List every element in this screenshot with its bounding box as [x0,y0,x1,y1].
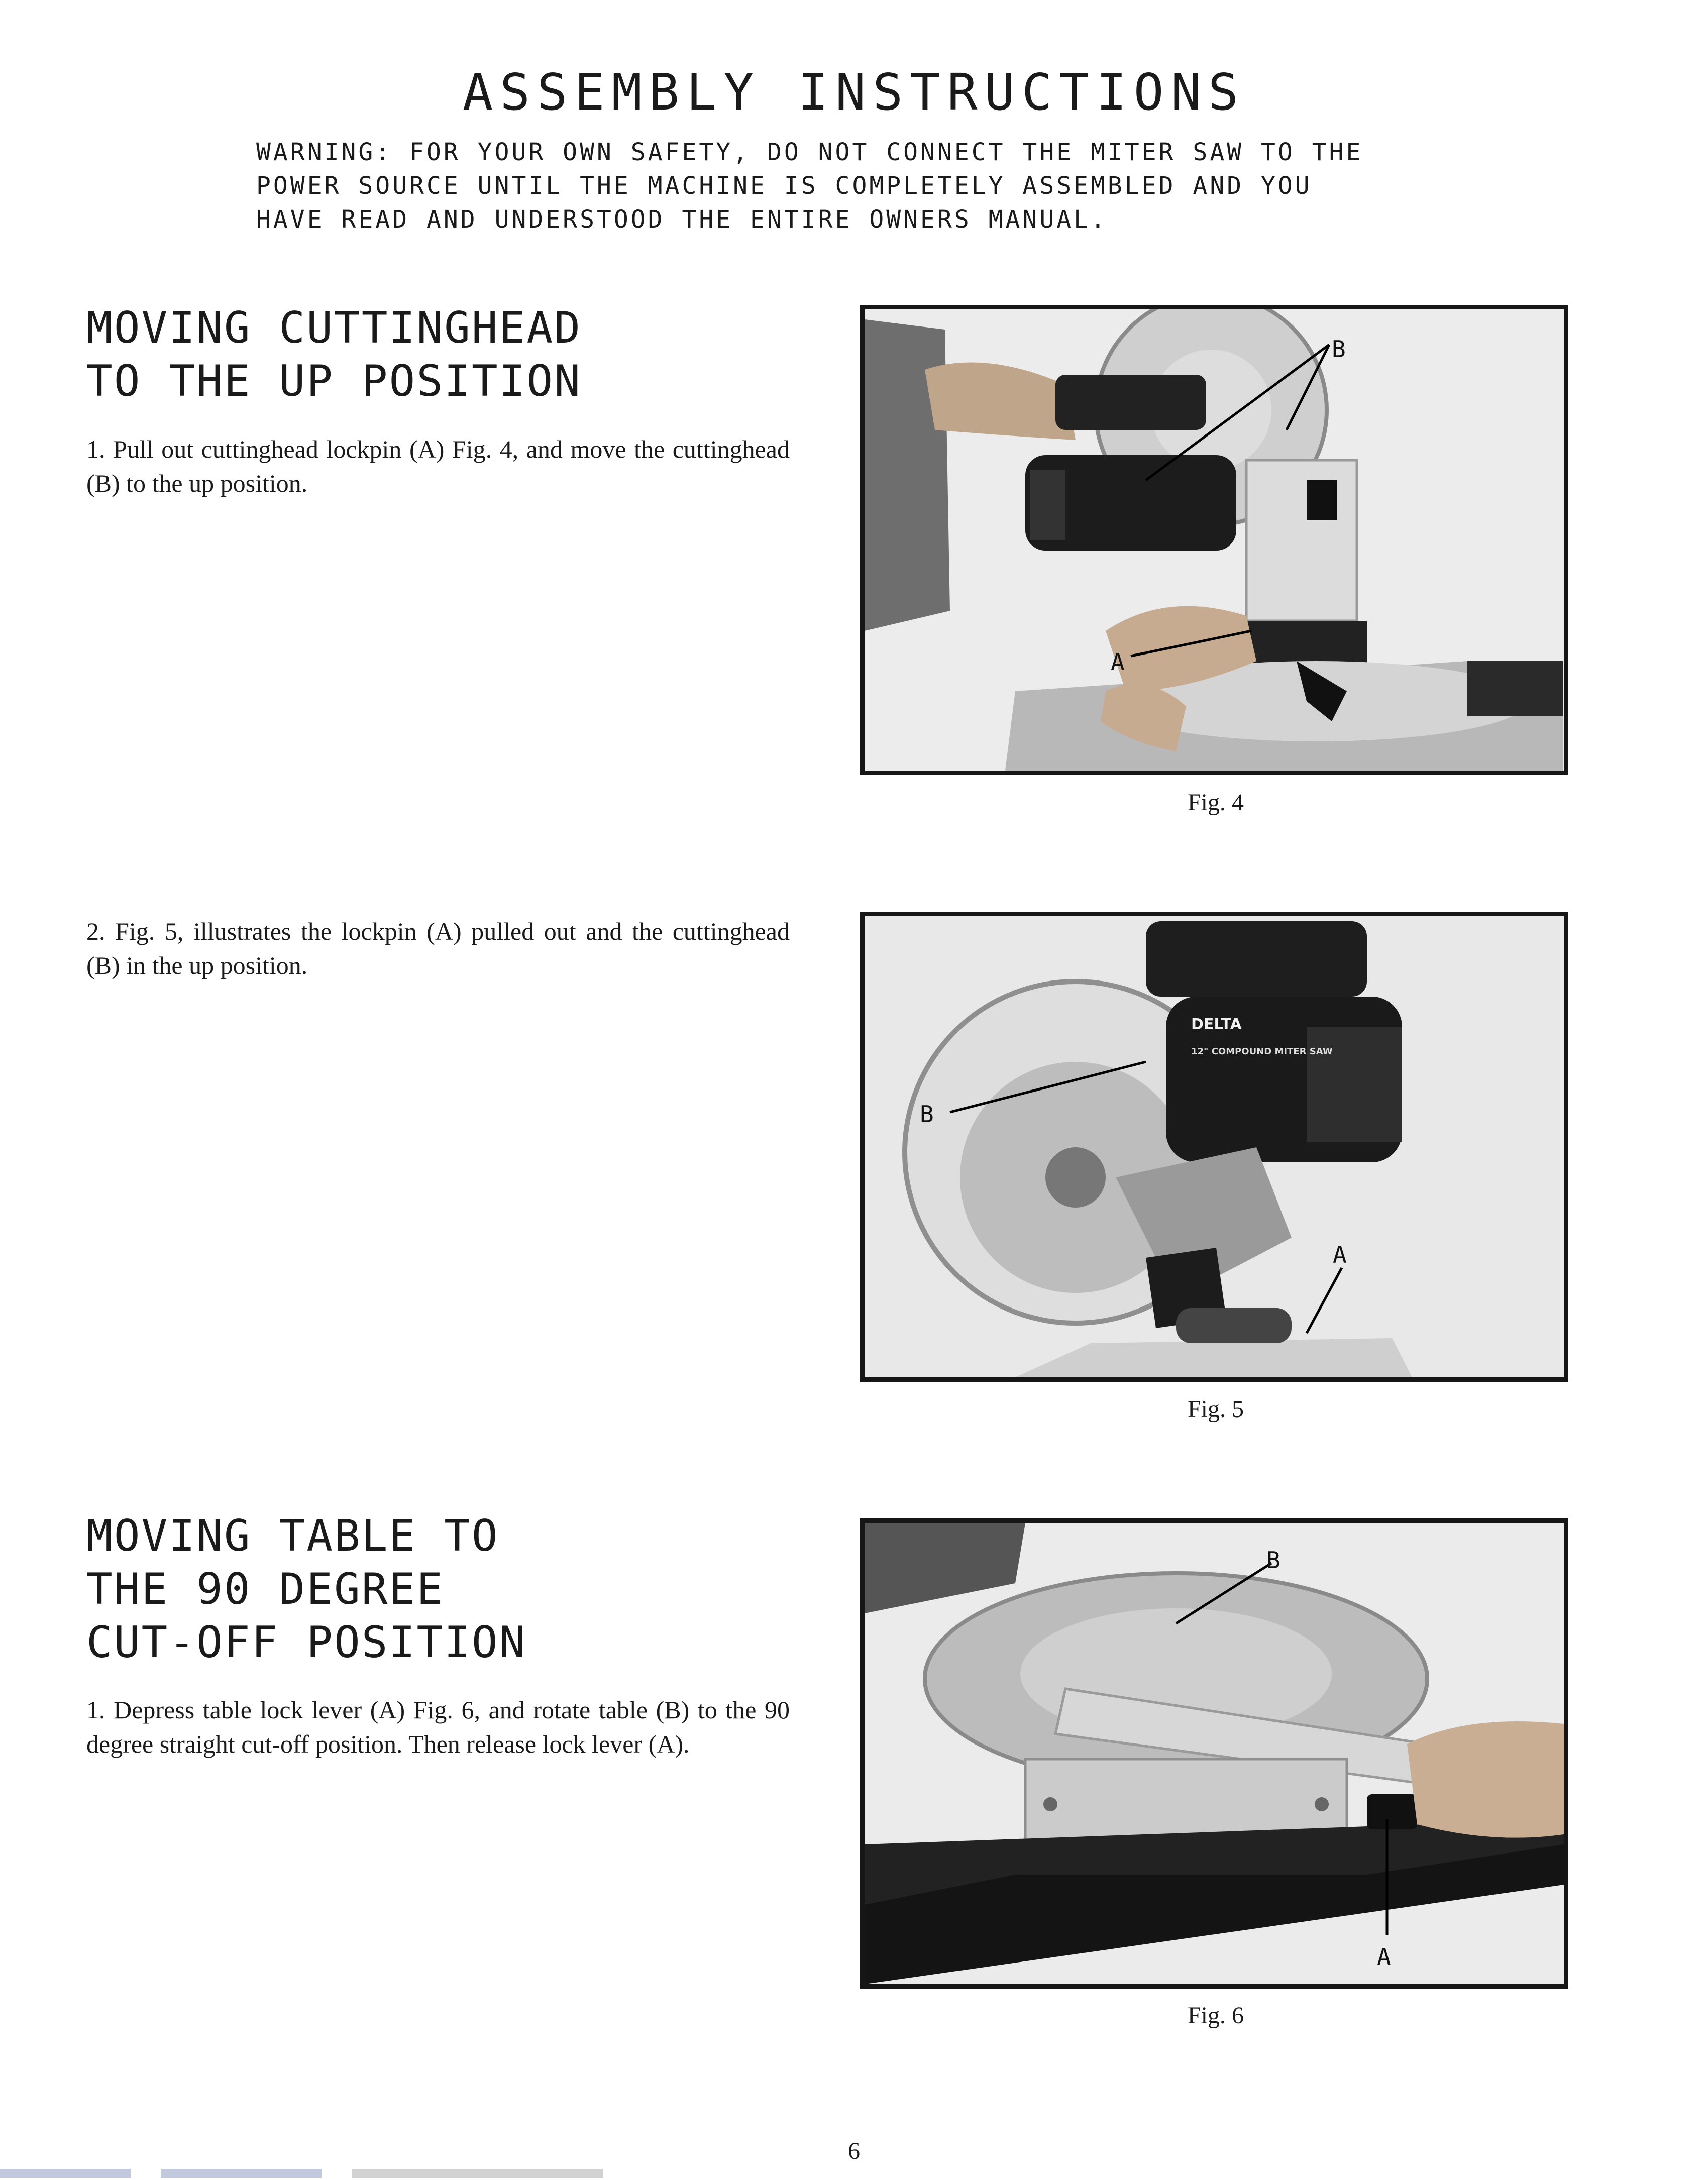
page-title: ASSEMBLY INSTRUCTIONS [462,63,1246,122]
heading-line: MOVING TABLE TO [86,1511,499,1561]
figure-4-image [860,305,1568,775]
warning-line: WARNING: FOR YOUR OWN SAFETY, DO NOT CONNECT THE MITER SAW TO THE [256,138,1363,166]
page-number: 6 [848,2138,860,2164]
saw-brand-text: DELTA [1191,1016,1242,1033]
heading-line: CUT-OFF POSITION [86,1617,527,1668]
figure-6-image [860,1518,1568,1989]
figure-5-illustration [865,916,1564,1377]
section-heading-table [86,1509,526,1669]
section-heading-cuttinghead [86,301,582,408]
callout-label-b: B [1266,1547,1280,1574]
callout-label-a: A [1377,1943,1391,1971]
saw-product-text: 12" COMPOUND MITER SAW [1191,1046,1333,1057]
footer-scan-artifact [0,2169,603,2178]
warning-line: POWER SOURCE UNTIL THE MACHINE IS COMPLETELY ASSEMBLED AND YOU [256,172,1312,200]
heading-line: THE 90 DEGREE [86,1564,445,1614]
figure-5-image [860,912,1568,1382]
heading-line: TO THE UP POSITION [86,356,582,406]
callout-label-b: B [920,1101,934,1128]
figure-4-illustration [865,309,1564,771]
step-2-cuttinghead: 2. Fig. 5, illustrates the lockpin (A) pulled out and the cuttinghead (B) in the up position. [86,917,790,979]
callout-label-a: A [1333,1241,1347,1268]
callout-label-a: A [1111,648,1125,676]
safety-warning [256,136,1442,237]
step-1-cuttinghead: 1. Pull out cuttinghead lockpin (A) Fig. 4, and move the cuttinghead (B) to the up position. [86,435,790,497]
step-1-table: 1. Depress table lock lever (A) Fig. 6, and rotate table (B) to the 90 degree straight cut-off position. Then release lock lever (A). [86,1696,790,1758]
figure-4-caption: Fig. 4 [1187,789,1244,816]
figure-5-caption: Fig. 5 [1187,1396,1244,1423]
figure-6-illustration [865,1523,1564,1984]
warning-line: HAVE READ AND UNDERSTOOD THE ENTIRE OWNERS MANUAL. [256,205,1108,234]
figure-6-caption: Fig. 6 [1187,2002,1244,2029]
heading-line: MOVING CUTTINGHEAD [86,303,582,353]
callout-label-b: B [1332,336,1346,363]
